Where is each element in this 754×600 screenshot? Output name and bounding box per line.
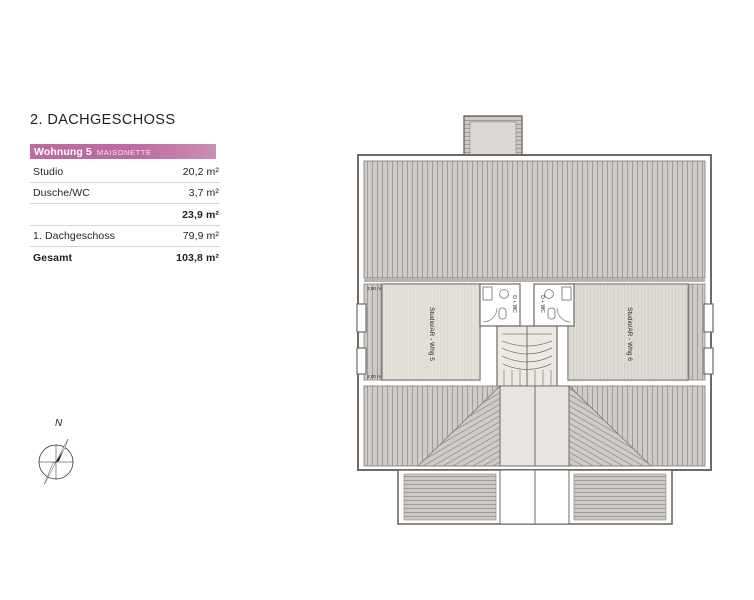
table-row — [30, 225, 220, 247]
label-right-bath: D + WC — [539, 295, 545, 313]
total-area: 103,8 m² — [176, 251, 219, 264]
table-row-total — [30, 247, 220, 268]
room-label: Dusche/WC — [30, 182, 153, 204]
table-row — [30, 182, 220, 204]
plan-bottom-terrace — [398, 470, 672, 524]
label-left-bath: D + WC — [511, 295, 517, 313]
compass-north-label: N — [55, 418, 63, 429]
total-label: Gesamt — [33, 251, 73, 264]
extra-label: 1. Dachgeschoss — [30, 225, 153, 247]
subtotal-area: 23,9 m² — [153, 204, 220, 226]
room-area-table — [30, 161, 220, 268]
subtotal-label — [30, 204, 153, 226]
label-left-room: Studio/AR - Whg 5 — [428, 307, 435, 361]
unit-type: MAISONETTE — [96, 148, 152, 157]
extra-area: 79,9 m² — [153, 225, 220, 247]
unit-name: Wohnung 5 — [34, 146, 92, 158]
room-area: 20,2 m² — [153, 161, 220, 182]
table-row — [30, 161, 220, 182]
plan-roof-lower — [364, 386, 705, 466]
unit-header-badge — [30, 144, 216, 159]
table-row-subtotal — [30, 204, 220, 226]
page-title: 2. DACHGESCHOSS — [30, 112, 176, 128]
plan-roof-upper — [364, 161, 705, 278]
dimension-bottom: 2,00 m — [367, 374, 382, 379]
room-area: 3,7 m² — [153, 182, 220, 204]
dimension-top: 2,00 m — [367, 286, 382, 291]
compass-rose — [28, 418, 88, 484]
floor-info-panel — [30, 112, 230, 268]
floor-plan-drawing — [352, 108, 722, 528]
room-label: Studio — [30, 161, 153, 182]
label-right-room: Studio/AR - Whg 6 — [626, 307, 633, 361]
